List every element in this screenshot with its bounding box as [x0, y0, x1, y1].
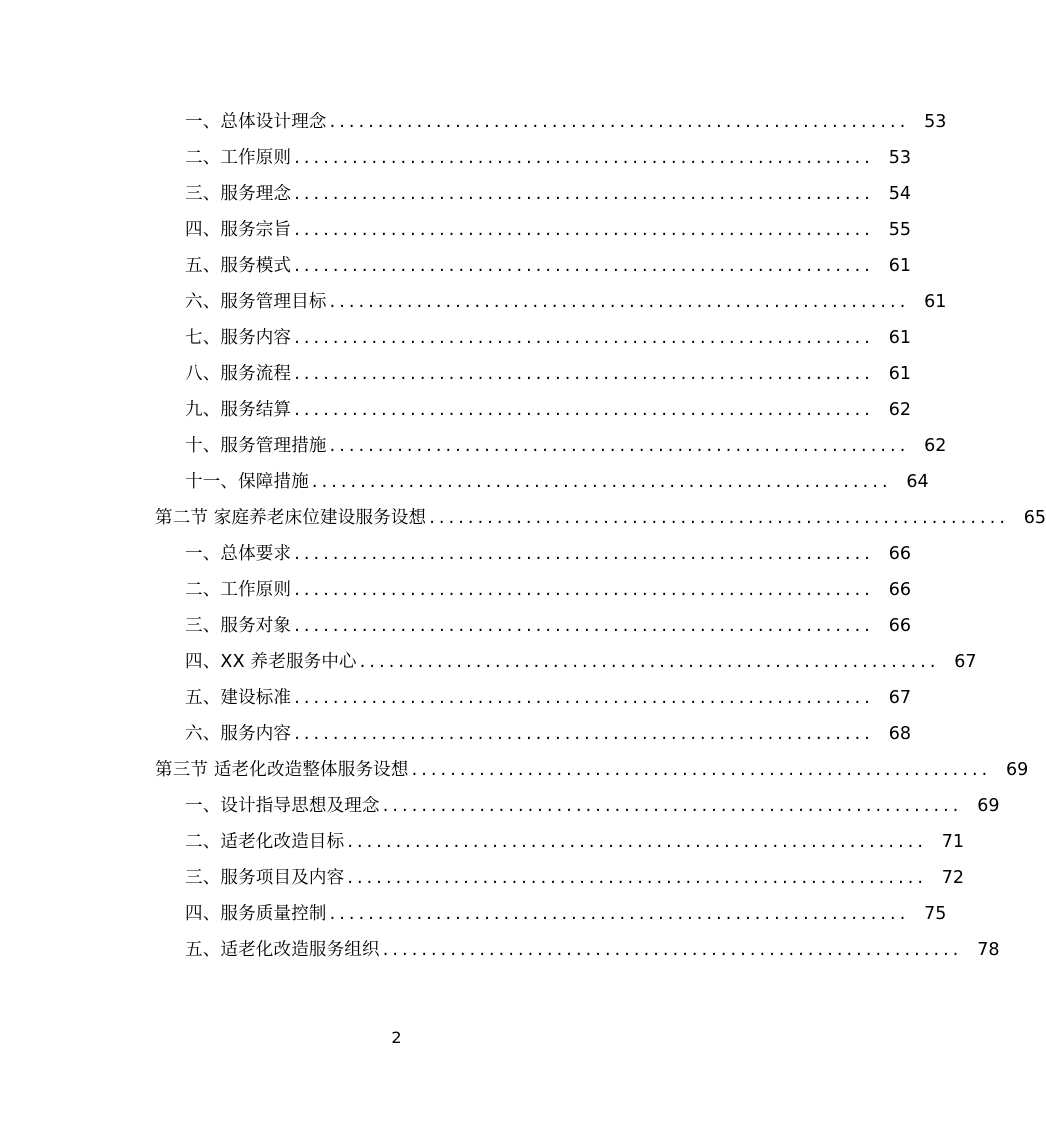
toc-entry-page-number: 75 [924, 904, 947, 924]
toc-leader-dots: ............................................................ [294, 256, 874, 276]
toc-entry-page-number: 61 [888, 256, 911, 276]
toc-leader-dots: ............................................................ [347, 832, 928, 852]
toc-leader-dots: ............................................................ [311, 472, 892, 492]
toc-entry-page-number: 68 [888, 724, 911, 744]
toc-entry[interactable] [0, 896, 947, 932]
toc-entry-label: 二、适老化改造目标 [185, 832, 345, 852]
toc-leader-dots: ............................................................ [294, 616, 874, 636]
toc-entry[interactable] [0, 572, 911, 608]
toc-entry-page-number: 62 [924, 436, 947, 456]
toc-entry-page-number: 61 [888, 364, 911, 384]
toc-entry[interactable] [0, 824, 965, 860]
toc-entry[interactable] [0, 212, 911, 248]
toc-leader-dots: ............................................................ [329, 904, 910, 924]
toc-entry[interactable] [0, 860, 965, 896]
toc-entry-page-number: 65 [1023, 508, 1046, 528]
toc-entry[interactable] [0, 788, 1000, 824]
toc-leader-dots: ............................................................ [294, 364, 874, 384]
toc-entry-label: 十、服务管理措施 [185, 436, 327, 456]
toc-leader-dots: ............................................................ [294, 688, 874, 708]
toc-entry[interactable] [0, 752, 1029, 788]
toc-entry-label: 三、服务理念 [185, 184, 292, 204]
toc-entry-page-number: 66 [888, 544, 911, 564]
toc-leader-dots: ............................................................ [294, 544, 874, 564]
toc-entry-label: 二、工作原则 [185, 580, 292, 600]
toc-entry[interactable] [0, 716, 911, 752]
toc-entry-label: 一、设计指导思想及理念 [185, 796, 380, 816]
toc-entry-label: 第二节 家庭养老床位建设服务设想 [155, 508, 427, 528]
table-of-contents [0, 104, 1046, 968]
toc-entry-page-number: 71 [941, 832, 965, 852]
toc-entry[interactable] [0, 248, 911, 284]
toc-entry-label: 三、服务项目及内容 [185, 868, 345, 888]
toc-leader-dots: ............................................................ [359, 652, 940, 672]
toc-entry[interactable] [0, 176, 911, 212]
toc-leader-dots: ............................................................ [294, 220, 874, 240]
toc-leader-dots: ............................................................ [294, 328, 874, 348]
toc-entry-page-number: 54 [888, 184, 911, 204]
toc-entry[interactable] [0, 680, 911, 716]
toc-entry[interactable] [0, 644, 977, 680]
toc-entry-label: 五、适老化改造服务组织 [185, 940, 380, 960]
toc-entry-page-number: 78 [977, 940, 1000, 960]
toc-entry[interactable] [0, 428, 947, 464]
toc-leader-dots: ............................................................ [294, 184, 874, 204]
toc-leader-dots: ............................................................ [294, 148, 874, 168]
toc-entry[interactable] [0, 536, 911, 572]
toc-leader-dots: ............................................................ [294, 724, 874, 744]
toc-entry-label: 九、服务结算 [185, 400, 292, 420]
toc-entry-page-number: 53 [888, 148, 911, 168]
toc-entry-label: 八、服务流程 [185, 364, 292, 384]
toc-leader-dots: ............................................................ [382, 940, 963, 960]
toc-entry-label: 四、服务质量控制 [185, 904, 327, 924]
toc-leader-dots: ............................................................ [411, 760, 992, 780]
toc-entry[interactable] [0, 392, 911, 428]
toc-entry-label: 十一、保障措施 [185, 472, 309, 492]
toc-entry[interactable] [0, 464, 929, 500]
toc-entry-page-number: 66 [888, 616, 911, 636]
toc-entry-label: 四、XX 养老服务中心 [185, 652, 357, 672]
toc-entry[interactable] [0, 320, 911, 356]
toc-leader-dots: ............................................................ [329, 292, 910, 312]
toc-entry-page-number: 66 [888, 580, 911, 600]
toc-leader-dots: ............................................................ [329, 436, 910, 456]
toc-leader-dots: ............................................................ [329, 112, 910, 132]
toc-entry[interactable] [0, 500, 1046, 536]
toc-leader-dots: ............................................................ [429, 508, 1010, 528]
toc-leader-dots: ............................................................ [347, 868, 928, 888]
toc-leader-dots: ............................................................ [294, 400, 874, 420]
toc-entry-label: 一、总体设计理念 [185, 112, 327, 132]
toc-entry-label: 二、工作原则 [185, 148, 292, 168]
toc-entry-label: 六、服务管理目标 [185, 292, 327, 312]
toc-entry[interactable] [0, 140, 911, 176]
toc-entry-label: 五、服务模式 [185, 256, 292, 276]
toc-entry-page-number: 69 [1006, 760, 1029, 780]
toc-entry-page-number: 61 [924, 292, 947, 312]
toc-leader-dots: ............................................................ [382, 796, 963, 816]
toc-entry-label: 三、服务对象 [185, 616, 292, 636]
toc-entry-page-number: 62 [888, 400, 911, 420]
toc-entry-label: 四、服务宗旨 [185, 220, 292, 240]
toc-entry[interactable] [0, 932, 1000, 968]
toc-entry-page-number: 64 [906, 472, 929, 492]
toc-entry-page-number: 61 [888, 328, 911, 348]
toc-entry-page-number: 67 [954, 652, 977, 672]
toc-entry-page-number: 72 [941, 868, 965, 888]
toc-entry-page-number: 69 [977, 796, 1000, 816]
toc-entry-label: 五、建设标准 [185, 688, 292, 708]
toc-entry-label: 六、服务内容 [185, 724, 292, 744]
toc-entry[interactable] [0, 284, 947, 320]
toc-entry-label: 一、总体要求 [185, 544, 292, 564]
page-number-footer: 2 [391, 1028, 402, 1047]
toc-entry[interactable] [0, 356, 911, 392]
toc-entry-label: 七、服务内容 [185, 328, 292, 348]
toc-entry-page-number: 67 [888, 688, 911, 708]
toc-entry[interactable] [0, 608, 911, 644]
toc-leader-dots: ............................................................ [294, 580, 874, 600]
toc-entry-page-number: 53 [924, 112, 947, 132]
toc-entry[interactable] [0, 104, 947, 140]
toc-entry-label: 第三节 适老化改造整体服务设想 [155, 760, 409, 780]
toc-entry-page-number: 55 [888, 220, 911, 240]
